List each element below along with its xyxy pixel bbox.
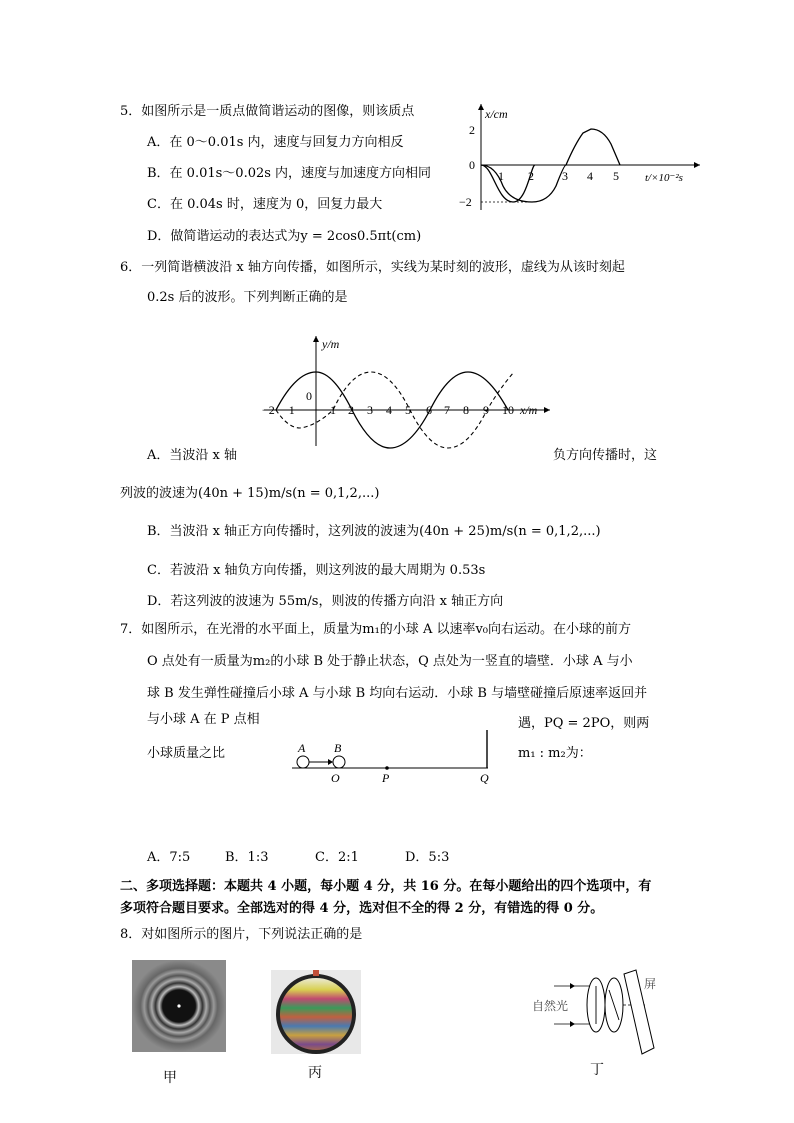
q8-light-label: 自然光 [532,999,569,1013]
q5-x-tick-4: 4 [587,169,593,183]
q6-tick-3: 3 [367,403,373,417]
q6-x-label: x/m [520,403,538,417]
q6-tick-6: 6 [426,403,432,417]
q6-option-a-right: 负方向传播时，这 [553,448,658,463]
q6-tick-neg2: −2 [262,403,275,417]
q5-oscillation-graph [445,98,705,218]
section2-line1: 二、多项选择题：本题共 4 小题，每小题 4 分，共 16 分。在每小题给出的四个选项中，有 [120,879,652,894]
q7-line4-right: 遇，PQ = 2PO，则两 [518,716,650,731]
q6-y-label: y/m [322,337,340,351]
q6-origin-label: 0 [306,389,312,403]
q6-option-d: D．若这列波的波速为 55m/s，则波的传播方向沿 x 轴正方向 [147,594,504,609]
q6-tick-9: 9 [483,403,489,417]
q8-bright-spot [177,1004,180,1007]
q7-line5-left: 小球质量之比 [147,746,226,761]
q5-x-tick-2: 2 [528,169,534,183]
q5-x-tick-1: 1 [498,169,504,183]
q6-wave-graph [258,330,558,450]
q8-caption-ding: 丁 [590,1062,604,1078]
q7-option-b: B．1:3 [225,850,269,865]
q8-polarizer-figure [530,968,665,1058]
q7-line5-right: m₁ : m₂为： [518,746,592,761]
q5-option-a: A．在 0～0.01s 内，速度与回复力方向相反 [147,135,404,150]
q8-screen-label: 屏 [644,977,657,991]
q7-arrowhead [328,759,333,765]
q7-option-c: C．2:1 [315,850,359,865]
q6-tick-8: 8 [463,403,469,417]
q6-tick-10: 10 [502,403,514,417]
q6-tick-4: 4 [386,403,392,417]
q7-line4-left: 与小球 A 在 P 点相 [147,712,260,727]
q7-label-b: B [334,741,342,755]
q8-ray-arrowhead [570,983,575,1027]
q5-x-label: t/×10⁻²s [645,172,683,184]
q7-ball-b [333,756,345,768]
q6-stem-line2: 0.2s 后的波形。下列判断正确的是 [147,290,348,305]
q6-tick-7: 7 [444,403,450,417]
q8-image-bing [271,970,361,1054]
q7-label-o: O [331,771,340,785]
q5-y-label: x/cm [485,107,508,121]
q7-option-a: A．7:5 [147,850,191,865]
q6-option-a-left: A．当波沿 x 轴 [147,448,237,463]
q6-tick-2: 2 [348,403,354,417]
q7-ball-a [297,756,309,768]
q7-label-p: P [382,771,390,785]
q7-option-d: D．5:3 [405,850,450,865]
q7-line3: 球 B 发生弹性碰撞后小球 A 与小球 B 均向右运动．小球 B 与墙壁碰撞后原速率返回并 [147,686,648,701]
q8-film-holder [313,970,319,976]
q8-stem: 8．对如图所示的图片，下列说法正确的是 [120,927,363,942]
q6-tick-5: 5 [405,403,411,417]
q5-option-d: D．做简谐运动的表达式为y = 2cos0.5πt(cm) [147,229,422,244]
q7-line2: O 点处有一质量为m₂的小球 B 处于静止状态，Q 点处为一竖直的墙壁．小球 A 与小 [147,654,633,669]
q6-option-c: C．若波沿 x 轴负方向传播，则这列波的最大周期为 0.53s [147,563,486,578]
q8-image-jia [132,960,226,1052]
q8-caption-jia: 甲 [163,1070,177,1086]
q6-tick-neg1: −1 [282,403,295,417]
q5-sine-curve [481,165,535,202]
q7-label-q: Q [480,771,489,785]
q5-y-tick-neg2: −2 [459,195,472,209]
q8-soap-film [278,976,354,1052]
q6-option-b: B．当波沿 x 轴正方向传播时，这列波的波速为(40n + 25)m/s(n = 0,1,2,...) [147,524,601,539]
q7-collision-figure [288,725,498,787]
q5-stem: 5．如图所示是一质点做简谐运动的图像，则该质点 [120,104,415,119]
q8-caption-bing: 丙 [308,1065,322,1081]
q5-y-tick-2: 2 [469,123,475,137]
q5-option-c: C．在 0.04s 时，速度为 0，回复力最大 [147,197,383,212]
q5-option-b: B．在 0.01s～0.02s 内，速度与加速度方向相同 [147,166,432,181]
q7-point-p [385,766,389,770]
q6-tick-1: 1 [330,403,336,417]
q5-x-tick-5: 5 [613,169,619,183]
section2-line2: 多项符合题目要求。全部选对的得 4 分，选对但不全的得 2 分，有错选的得 0 分。 [120,901,604,916]
q6-option-a-line2: 列波的波速为(40n + 15)m/s(n = 0,1,2,...) [120,486,380,501]
q7-label-a: A [298,741,306,755]
q6-stem-line1: 6．一列简谐横波沿 x 轴方向传播，如图所示，实线为某时刻的波形，虚线为从该时刻起 [120,260,625,275]
q5-y-tick-0: 0 [469,158,475,172]
q5-x-tick-3: 3 [562,169,568,183]
q7-line1: 7．如图所示，在光滑的水平面上，质量为m₁的小球 A 以速率v₀向右运动。在小球的前方 [120,622,632,637]
